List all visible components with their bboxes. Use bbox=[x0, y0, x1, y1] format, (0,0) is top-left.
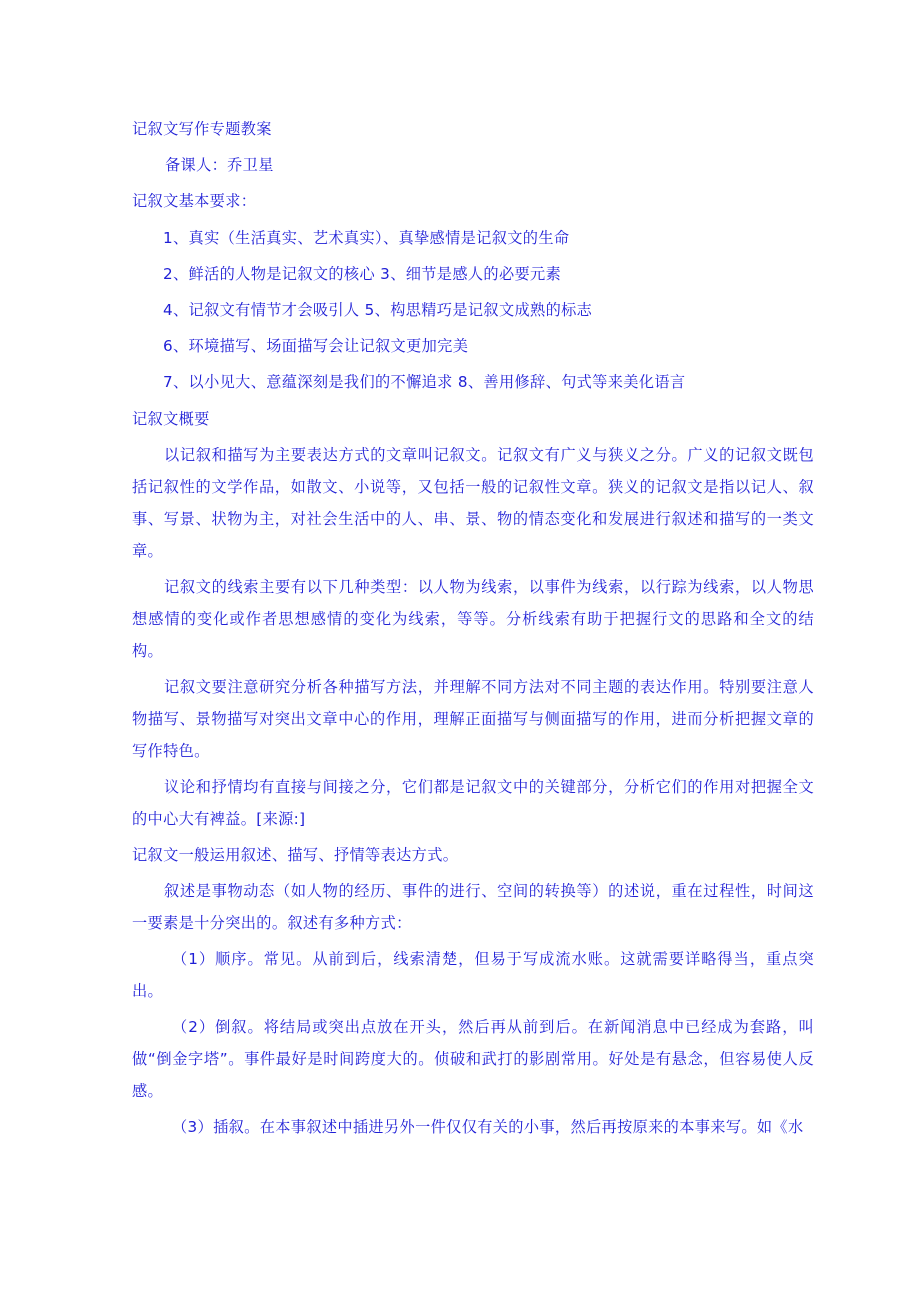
document-body bbox=[132, 113, 814, 1147]
requirement-item: 6、环境描写、场面描写会让记叙文更加完美 bbox=[163, 337, 469, 356]
requirement-item: 4、记叙文有情节才会吸引人 5、构思精巧是记叙文成熟的标志 bbox=[163, 300, 593, 319]
author-line: 备课人：乔卫星 bbox=[165, 156, 274, 175]
overview-paragraph: 以记叙和描写为主要表达方式的文章叫记叙文。记叙文有广义与狭义之分。广义的记叙文既包括记叙性的文学作品，如散文、小说等，又包括一般的记叙性文章。狭义的记叙文是指以记人、叙事、写景、状物为主，对社会生活中的人、串、景、物的情态变化和发展进行叙述和描写的一类文章。 bbox=[132, 445, 814, 560]
narration-type-item: （3）插叙。在本事叙述中插进另外一件仅仅有关的小事，然后再按原来的本事来写。如《水 bbox=[172, 1117, 804, 1136]
requirement-item: 1、真实（生活真实、艺术真实）、真挚感情是记叙文的生命 bbox=[163, 228, 570, 247]
requirements-heading: 记叙文基本要求： bbox=[132, 192, 257, 211]
narration-intro: 叙述是事物动态（如人物的经历、事件的进行、空间的转换等）的述说，重在过程性，时间这一要素是十分突出的。叙述有多种方式： bbox=[132, 881, 814, 932]
requirement-item: 2、鲜活的人物是记叙文的核心 3、细节是感人的必要元素 bbox=[163, 264, 562, 283]
document-title: 记叙文写作专题教案 bbox=[132, 120, 272, 138]
overview-paragraph: 记叙文的线索主要有以下几种类型：以人物为线索，以事件为线索，以行踪为线索，以人物思想感情的变化或作者思想感情的变化为线索，等等。分析线索有助于把握行文的思路和全文的结构。 bbox=[132, 577, 814, 660]
overview-paragraph: 记叙文要注意研究分析各种描写方法，并理解不同方法对不同主题的表达作用。特别要注意人物描写、景物描写对突出文章中心的作用，理解正面描写与侧面描写的作用，进而分析把握文章的写作特色。 bbox=[132, 677, 814, 760]
requirement-item: 7、以小见大、意蕴深刻是我们的不懈追求 8、善用修辞、句式等来美化语言 bbox=[163, 373, 686, 392]
narration-type-item: （1）顺序。常见。从前到后，线索清楚，但易于写成流水账。这就需要详略得当，重点突出。 bbox=[132, 949, 814, 1000]
overview-paragraph: 议论和抒情均有直接与间接之分，它们都是记叙文中的关键部分，分析它们的作用对把握全文的中心大有裨益。[来源:] bbox=[132, 777, 814, 828]
overview-heading: 记叙文概要 bbox=[132, 409, 210, 428]
methods-heading: 记叙文一般运用叙述、描写、抒情等表达方式。 bbox=[132, 845, 459, 864]
narration-type-item: （2）倒叙。将结局或突出点放在开头，然后再从前到后。在新闻消息中已经成为套路，叫做“倒金字塔”。事件最好是时间跨度大的。侦破和武打的影剧常用。好处是有悬念，但容易使人反感。 bbox=[132, 1017, 814, 1100]
